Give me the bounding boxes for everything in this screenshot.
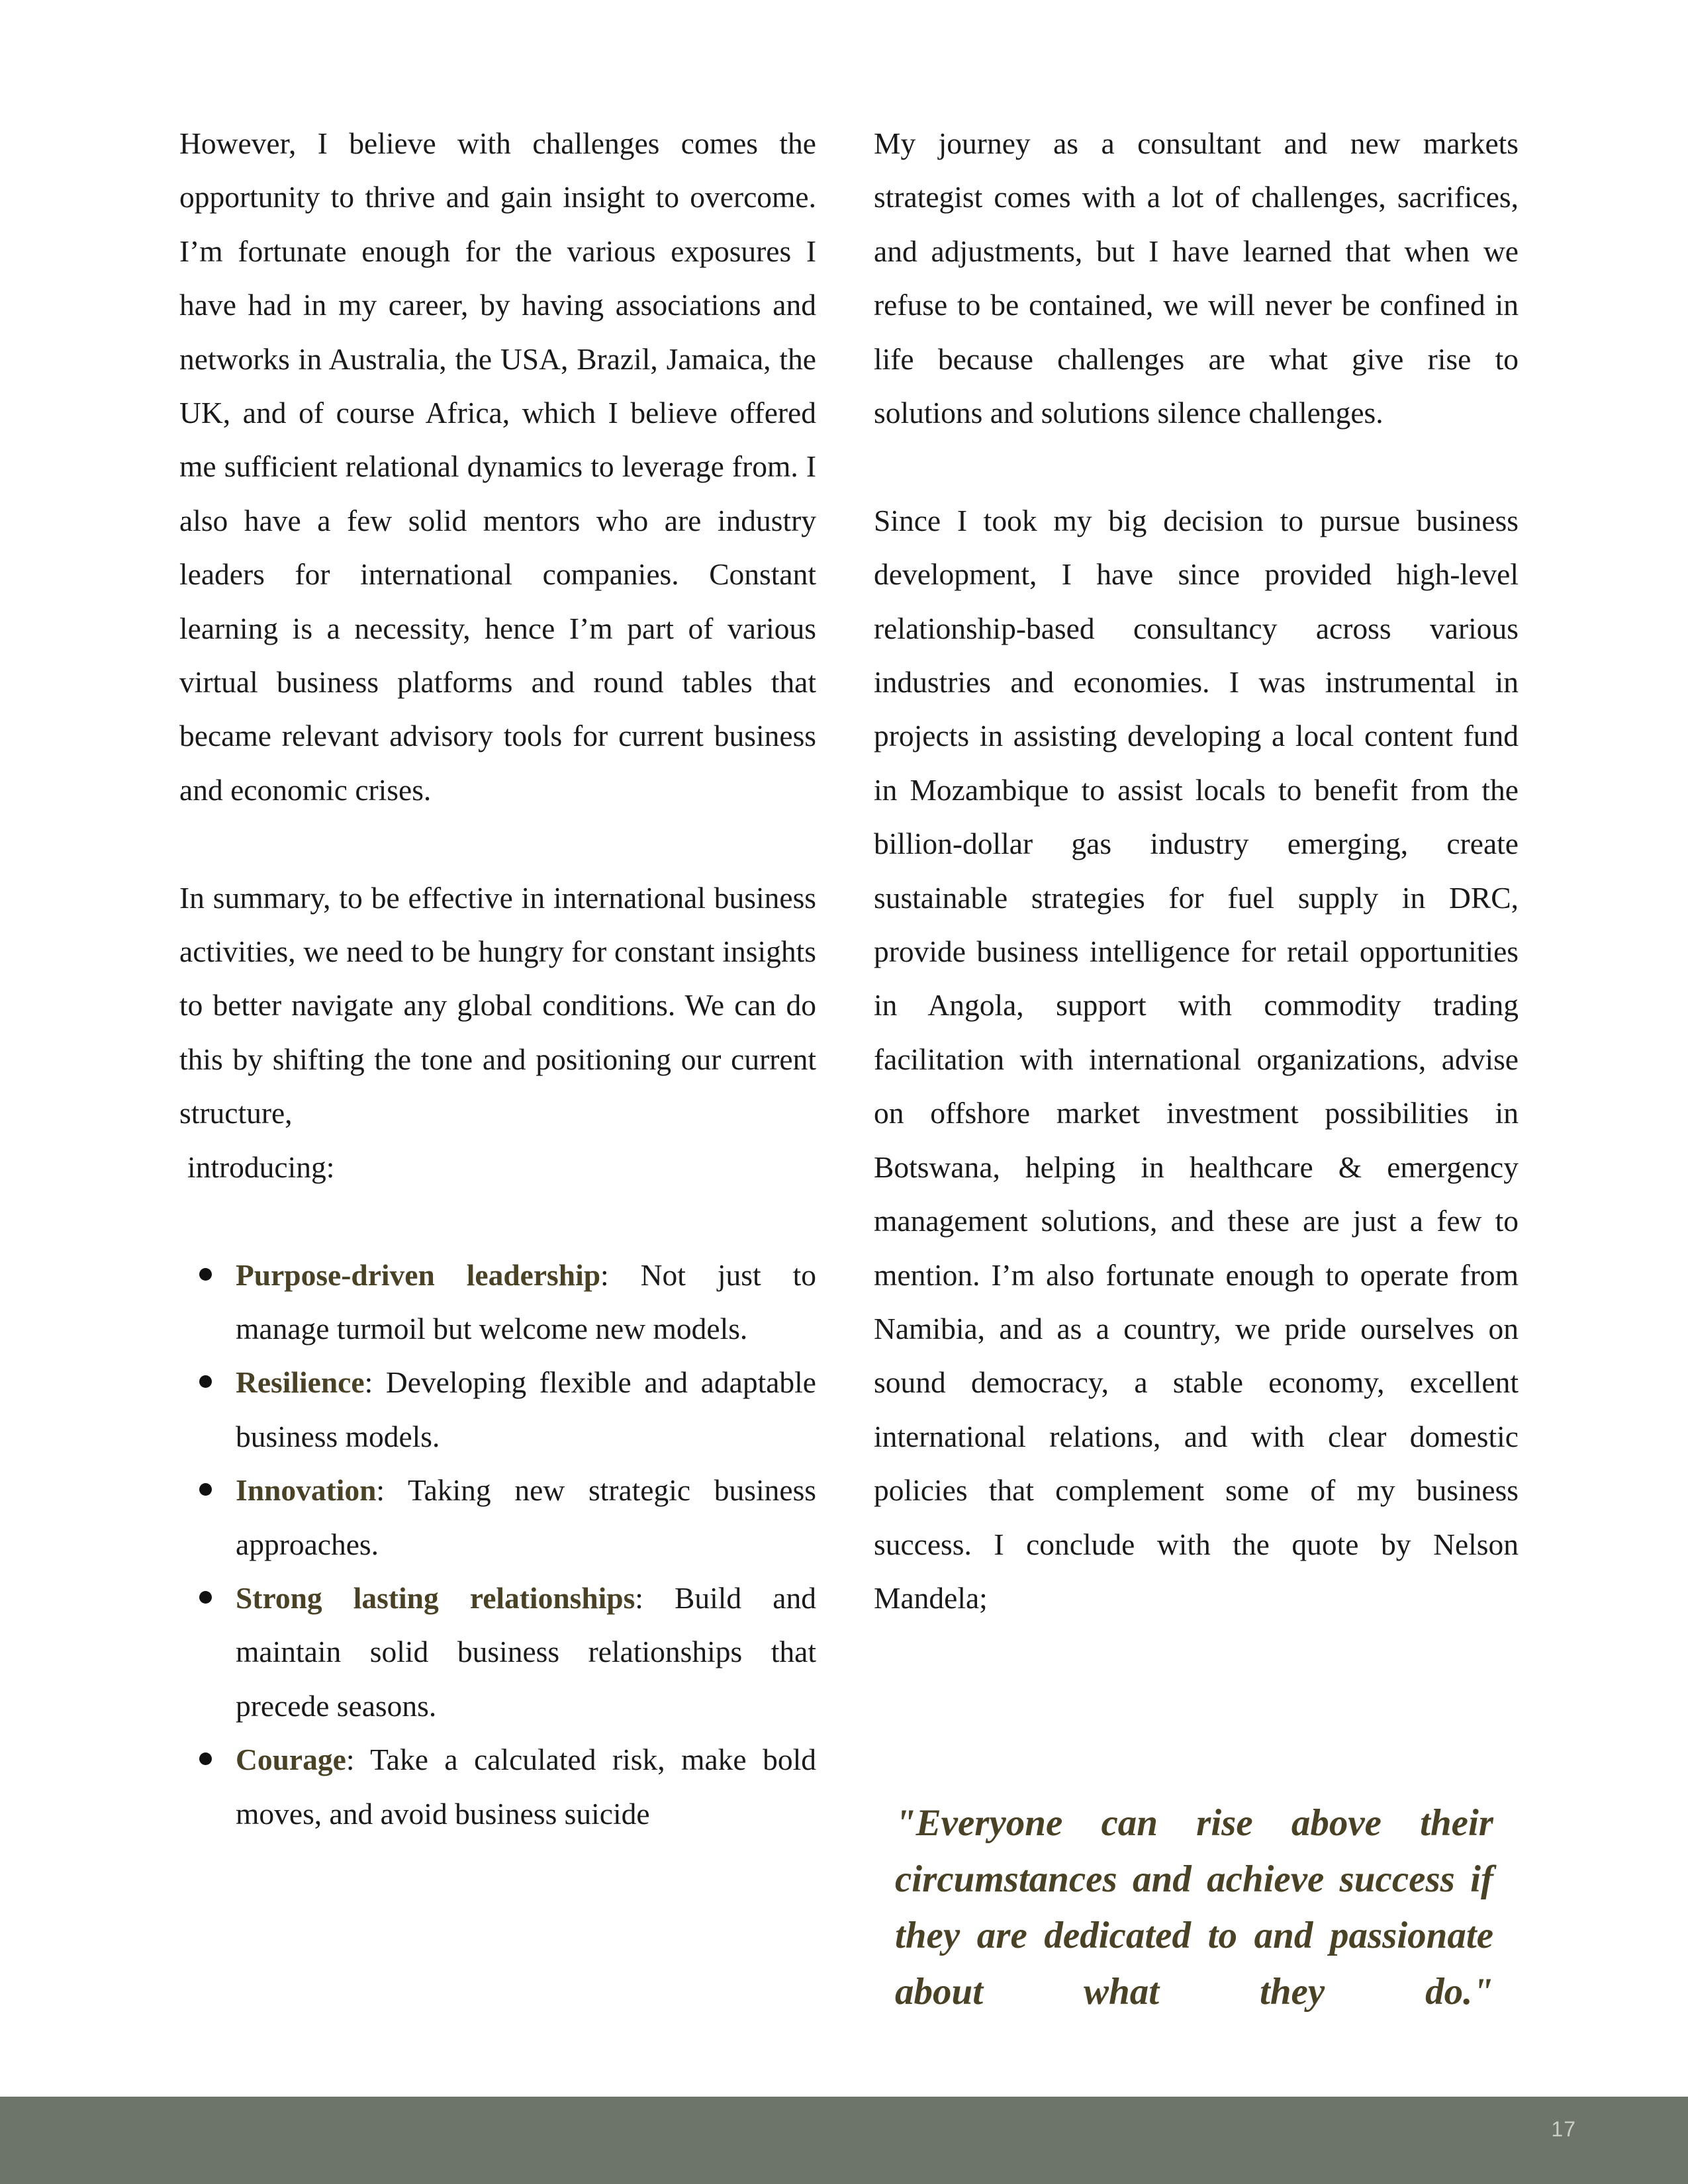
list-item bbox=[179, 1463, 816, 1571]
bullet-icon bbox=[199, 1375, 212, 1388]
bullet-icon bbox=[199, 1483, 212, 1496]
list-item-term: Resilience bbox=[236, 1365, 365, 1400]
principles-list bbox=[179, 1248, 816, 1841]
left-paragraph-challenges: However, I believe with challenges comes the opportunity to thrive and gain insight to overcome. I’m fortunate enough for the various exposures I have had in my career, by having associations and networks in Australia, the USA, Brazil, Jamaica, the UK, and of course Africa, which I believe offered me sufficient relational dynamics to leverage from. I also have a few solid mentors who are industry leaders for international companies. Constant learning is a necessity, hence I’m part of various virtual business platforms and round tables that became relevant advisory tools for current business and economic crises. bbox=[179, 126, 816, 807]
list-item bbox=[179, 1571, 816, 1733]
list-item-term: Purpose-driven leadership bbox=[236, 1257, 601, 1292]
list-item-term: Courage bbox=[236, 1743, 346, 1777]
bullet-icon bbox=[199, 1591, 212, 1604]
list-item-text: : Build and maintain solid business relationships that precede seasons. bbox=[236, 1580, 816, 1723]
right-column bbox=[874, 116, 1519, 1625]
list-item bbox=[179, 1733, 816, 1841]
page-number: 17 bbox=[1551, 2117, 1576, 2141]
footer-band bbox=[0, 2097, 1688, 2184]
bullet-icon bbox=[199, 1268, 212, 1281]
bullet-icon bbox=[199, 1752, 212, 1765]
list-item bbox=[179, 1248, 816, 1356]
list-item-text: : Not just to manage turmoil but welcome new models. bbox=[236, 1257, 816, 1345]
right-paragraph-business-development: Since I took my big decision to pursue business development, I have since provided high-level relationship-based consultancy across various industries and economies. I was instrumental in projects in assisting developing a local content fund in Mozambique to assist locals to benefit from the billion-dollar gas industry emerging, create sustainable strategies for fuel supply in DRC, provide business intelligence for retail opportunities in Angola, support with commodity trading facilitation with international organizations, advise on offshore market investment possibilities in Botswana, helping in healthcare & emergency management solutions, and these are just a few to mention. I’m also fortunate enough to operate from Namibia, and as a country, we pride ourselves on sound democracy, a stable economy, excellent international relations, and with clear domestic policies that complement some of my business success. I conclude with the quote by Nelson Mandela; bbox=[874, 503, 1519, 1615]
list-item-text: : Take a calculated risk, make bold moves, and avoid business suicide bbox=[236, 1743, 816, 1831]
summary-tail: introducing: bbox=[187, 1150, 335, 1184]
list-item-term: Innovation bbox=[236, 1473, 377, 1508]
summary-text: In summary, to be effective in international business activities, we need to be hungry for constant insights to better navigate any global conditions. We can do this by shifting the tone and positioning our current structure, bbox=[179, 880, 816, 1130]
right-paragraph-journey: My journey as a consultant and new markets strategist comes with a lot of challenges, sacrifices, and adjustments, but I have learned that when we refuse to be contained, we will never be confined in life because challenges are what give rise to solutions and solutions silence challenges. bbox=[874, 126, 1519, 430]
left-column bbox=[179, 116, 816, 1841]
left-paragraph-summary bbox=[179, 871, 816, 1194]
list-item-text: : Taking new strategic business approaches. bbox=[236, 1473, 816, 1561]
list-item bbox=[179, 1355, 816, 1463]
list-item-term: Strong lasting relationships bbox=[236, 1580, 635, 1615]
mandela-quote: "Everyone can rise above their circumstances and achieve success if they are dedicated to and passionate about what they do." bbox=[895, 1802, 1493, 2013]
list-item-text: : Developing flexible and adaptable business models. bbox=[236, 1365, 816, 1453]
